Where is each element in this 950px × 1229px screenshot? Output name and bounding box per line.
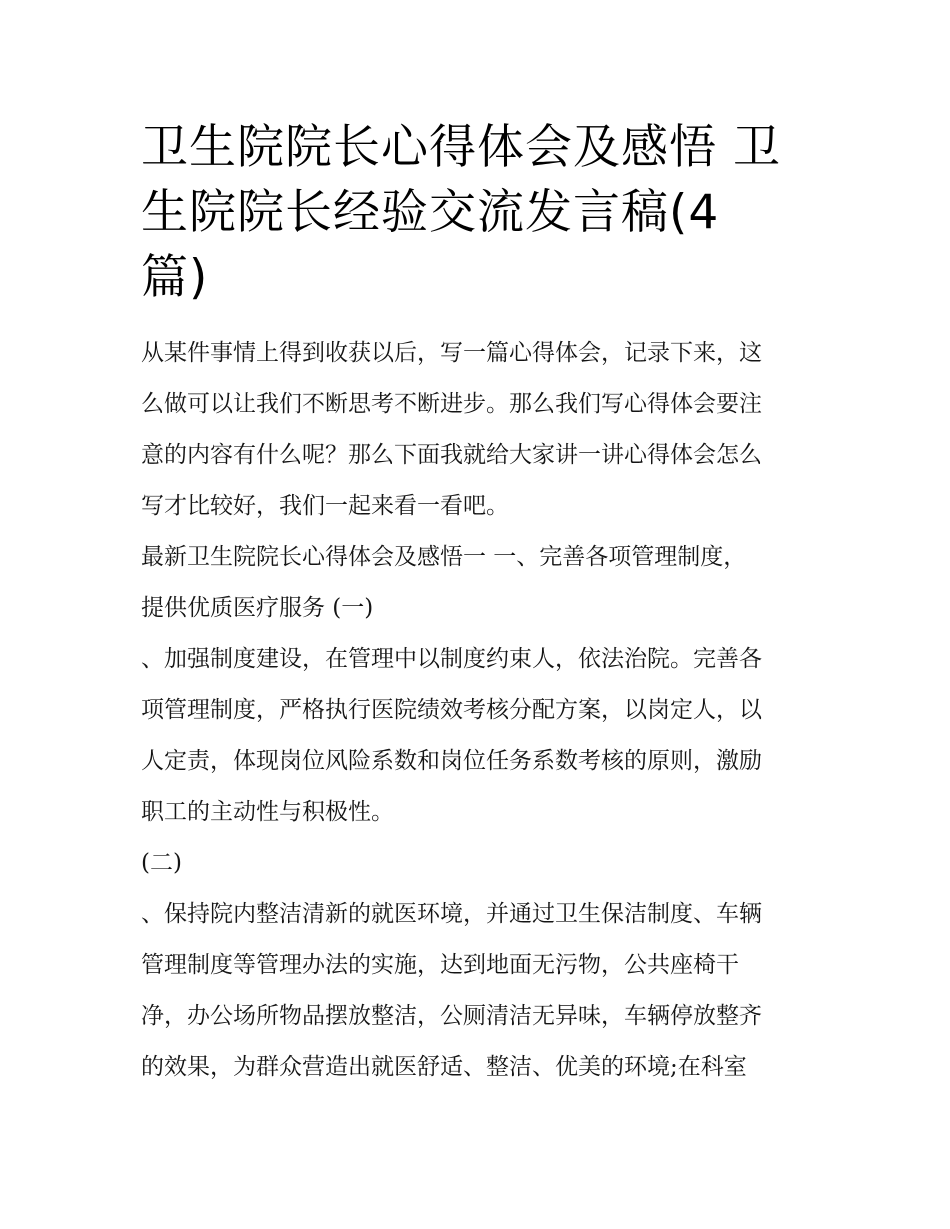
body-paragraph xyxy=(141,634,813,838)
text-line: 提供优质医疗服务 (一) xyxy=(141,595,374,621)
text-line: 职工的主动性与积极性。 xyxy=(141,799,394,825)
section-heading-paragraph xyxy=(141,532,813,634)
intro-paragraph xyxy=(141,328,813,532)
title-line: 生院院长经验交流发言稿(4 xyxy=(141,185,720,240)
text-line: 、加强制度建设，在管理中以制度约束人，依法治院。完善各 xyxy=(141,646,762,672)
text-line: (二) xyxy=(141,850,182,876)
text-line: 净，办公场所物品摆放整洁，公厕清洁无异味，车辆停放整齐 xyxy=(141,1003,762,1029)
document-body xyxy=(141,328,813,1093)
body-paragraph xyxy=(141,889,813,1093)
text-line: 管理制度等管理办法的实施，达到地面无污物，公共座椅干 xyxy=(141,952,739,978)
text-line: 么做可以让我们不断思考不断进步。那么我们写心得体会要注 xyxy=(141,391,762,417)
text-line: 人定责，体现岗位风险系数和岗位任务系数考核的原则，激励 xyxy=(141,748,762,774)
text-line: 项管理制度，严格执行医院绩效考核分配方案，以岗定人，以 xyxy=(141,697,762,723)
text-line: 的效果，为群众营造出就医舒适、整洁、优美的环境;在科室 xyxy=(141,1054,747,1080)
title-line: 卫生院院长心得体会及感悟 卫 xyxy=(141,120,781,175)
title-line: 篇) xyxy=(141,250,209,305)
text-line: 意的内容有什么呢？那么下面我就给大家讲一讲心得体会怎么 xyxy=(141,442,762,468)
document-page xyxy=(141,118,813,1093)
subsection-marker xyxy=(141,838,813,889)
document-title xyxy=(141,118,813,308)
text-line: 从某件事情上得到收获以后，写一篇心得体会，记录下来，这 xyxy=(141,340,762,366)
text-line: 最新卫生院院长心得体会及感悟一 一、完善各项管理制度， xyxy=(141,544,747,570)
text-line: 、保持院内整洁清新的就医环境，并通过卫生保洁制度、车辆 xyxy=(141,901,762,927)
text-line: 写才比较好，我们一起来看一看吧。 xyxy=(141,493,509,519)
